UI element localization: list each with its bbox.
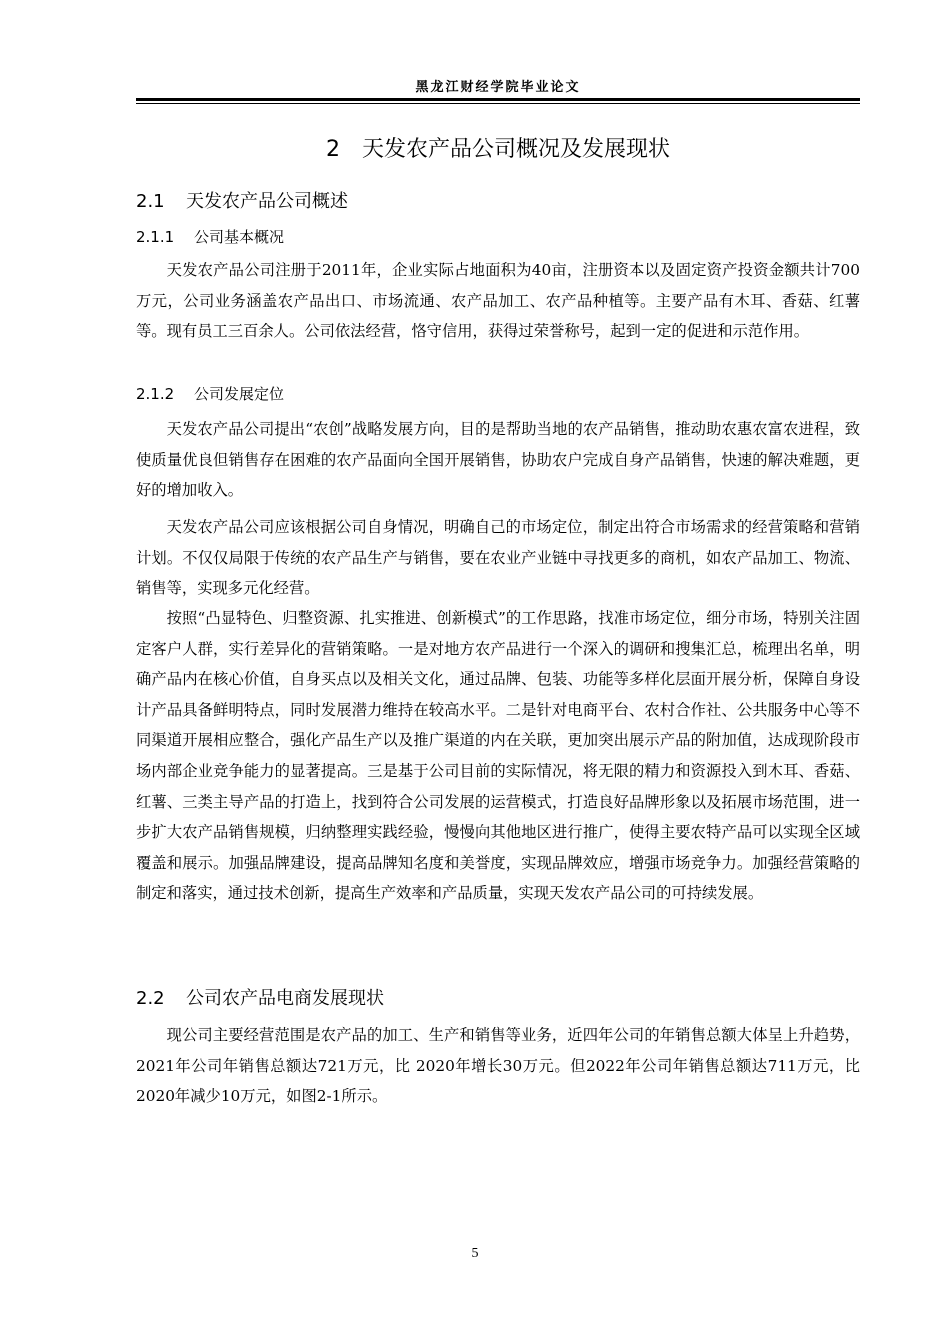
chapter-title: 天发农产品公司概况及发展现状 [361,137,670,162]
section-number: 2.2 [136,988,165,1009]
paragraph-company-overview: 天发农产品公司注册于2011年，企业实际占地面积为40亩，注册资本以及固定资产投资金额共计700万元，公司业务涵盖农产品出口、市场流通、农产品加工、农产品种植等。主要产品有木耳、香菇、红薯等。现有员工三百余人。公司依法经营，恪守信用，获得过荣誉称号，起到一定的促进和示范作用。 [136,261,860,341]
paragraph-ecommerce-status: 现公司主要经营范围是农产品的加工、生产和销售等业务，近四年公司的年销售总额大体呈上升趋势，2021年公司年销售总额达721万元，比 2020年增长30万元。但2022年公司年销售总额达711万元，比 2020年减少10万元，如图2-1所示。 [136,1026,860,1106]
section-title: 公司农产品电商发展现状 [186,988,384,1009]
subsection-heading-2-1-1 [136,226,284,248]
section-heading-2-2 [136,986,384,1012]
header-rule-thick [136,98,860,101]
chapter-number: 2 [325,137,340,162]
section-heading-2-1 [136,189,348,215]
subsection-number: 2.1.1 [136,228,175,246]
subsection-title: 公司发展定位 [194,385,285,403]
paragraph-strategy: 天发农产品公司提出“农创”战略发展方向，目的是帮助当地的农产品销售，推动助农惠农富农进程，致使质量优良但销售存在困难的农产品面向全国开展销售，协助农户完成自身产品销售，快速的解决难题，更好的增加收入。 [136,420,860,500]
section-number: 2.1 [136,191,165,212]
paragraph-market-positioning: 天发农产品公司应该根据公司自身情况，明确自己的市场定位，制定出符合市场需求的经营策略和营销计划。不仅仅局限于传统的农产品生产与销售，要在农业产业链中寻找更多的商机，如农产品加工、物流、销售等，实现多元化经营。 [136,518,860,598]
subsection-heading-2-1-2 [136,383,284,405]
chapter-heading [136,135,860,165]
running-header: 黑龙江财经学院毕业论文 [415,80,581,95]
page-number: 5 [471,1246,479,1261]
subsection-number: 2.1.2 [136,385,175,403]
section-title: 天发农产品公司概述 [186,191,348,212]
paragraph-work-approach: 按照“凸显特色、归整资源、扎实推进、创新模式”的工作思路，找准市场定位，细分市场，特别关注固定客户人群，实行差异化的营销策略。一是对地方农产品进行一个深入的调研和搜集汇总，梳理出名单，明确产品内在核心价值，自身买点以及相关文化，通过品牌、包装、功能等多样化层面开展分析，保障自身设计产品具备鲜明特点，同时发展潜力维持在较高水平。二是针对电商平台、农村合作社、公共服务中心等不同渠道开展相应整合，强化产品生产以及推广渠道的内在关联，更加突出展示产品的附加值，达成现阶段市场内部企业竞争能力的显著提高。三是基于公司目前的实际情况，将无限的精力和资源投入到木耳、香菇、红薯、三类主导产品的打造上，找到符合公司发展的运营模式，打造良好品牌形象以及拓展市场范围，进一步扩大农产品销售规模，归纳整理实践经验，慢慢向其他地区进行推广，使得主要农特产品可以实现全区域覆盖和展示。加强品牌建设，提高品牌知名度和美誉度，实现品牌效应，增强市场竞争力。加强经营策略的制定和落实，通过技术创新，提高生产效率和产品质量，实现天发农产品公司的可持续发展。 [136,609,860,903]
subsection-title: 公司基本概况 [194,228,285,246]
header-rule-thin [136,103,860,104]
